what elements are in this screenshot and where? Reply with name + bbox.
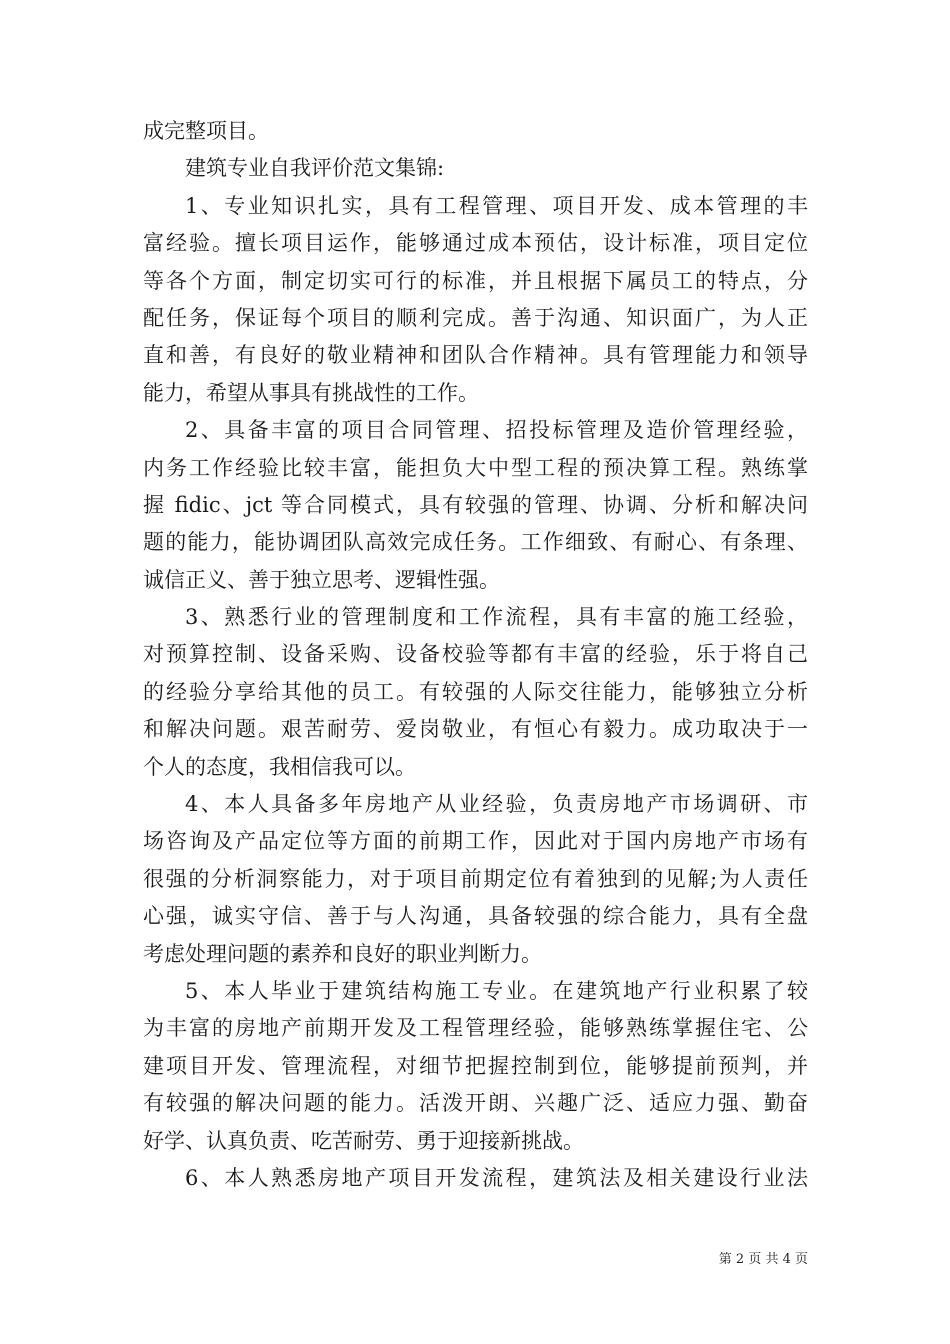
text-line: 等各个方面，制定切实可行的标准，并且根据下属员工的特点，分 bbox=[143, 268, 808, 293]
page-number-footer: 第 2 页 共 4 页 bbox=[718, 1252, 808, 1267]
text-line: 握 fidic、jct 等合同模式，具有较强的管理、协调、分析和解决问 bbox=[143, 492, 808, 517]
text-line: 有较强的解决问题的能力。活泼开朗、兴趣广泛、适应力强、勤奋 bbox=[143, 1091, 808, 1116]
document-body bbox=[143, 113, 808, 1197]
text-line: 内务工作经验比较丰富，能担负大中型工程的预决算工程。熟练掌 bbox=[143, 455, 808, 480]
text-line: 好学、认真负责、吃苦耐劳、勇于迎接新挑战。 bbox=[143, 1128, 584, 1153]
text-line: 6、本人熟悉房地产项目开发流程，建筑法及相关建设行业法 bbox=[185, 1165, 808, 1190]
text-line: 3、熟悉行业的管理制度和工作流程，具有丰富的施工经验， bbox=[185, 605, 808, 630]
text-line: 2、具备丰富的项目合同管理、招投标管理及造价管理经验， bbox=[185, 418, 808, 443]
text-line: 建筑专业自我评价范文集锦: bbox=[185, 156, 445, 181]
text-line: 配任务，保证每个项目的顺利完成。善于沟通、知识面广，为人正 bbox=[143, 305, 808, 330]
text-line: 对预算控制、设备采购、设备校验等都有丰富的经验，乐于将自己 bbox=[143, 642, 808, 667]
text-line: 建项目开发、管理流程，对细节把握控制到位，能够提前预判，并 bbox=[143, 1053, 808, 1078]
text-line: 成完整项目。 bbox=[143, 119, 269, 143]
text-line: 4、本人具备多年房地产从业经验，负责房地产市场调研、市 bbox=[185, 792, 808, 817]
text-line: 诚信正义、善于独立思考、逻辑性强。 bbox=[143, 567, 500, 592]
text-line: 和解决问题。艰苦耐劳、爱岗敬业，有恒心有毅力。成功取决于一 bbox=[143, 717, 808, 742]
text-line: 5、本人毕业于建筑结构施工专业。在建筑地产行业积累了较 bbox=[185, 978, 808, 1003]
text-line: 富经验。擅长项目运作，能够通过成本预估，设计标准，项目定位 bbox=[143, 231, 808, 256]
text-line: 心强，诚实守信、善于与人沟通，具备较强的综合能力，具有全盘 bbox=[143, 904, 808, 929]
text-line: 很强的分析洞察能力，对于项目前期定位有着独到的见解;为人责任 bbox=[143, 866, 808, 891]
text-line: 题的能力，能协调团队高效完成任务。工作细致、有耐心、有条理、 bbox=[143, 530, 808, 555]
text-line: 能力，希望从事具有挑战性的工作。 bbox=[143, 380, 479, 405]
text-line: 的经验分享给其他的员工。有较强的人际交往能力，能够独立分析 bbox=[143, 679, 808, 704]
text-line: 个人的态度，我相信我可以。 bbox=[143, 754, 416, 779]
text-line: 直和善，有良好的敬业精神和团队合作精神。具有管理能力和领导 bbox=[143, 343, 808, 368]
text-line: 为丰富的房地产前期开发及工程管理经验，能够熟练掌握住宅、公 bbox=[143, 1016, 808, 1041]
text-line: 考虑处理问题的素养和良好的职业判断力。 bbox=[143, 941, 542, 966]
text-line: 1、专业知识扎实，具有工程管理、项目开发、成本管理的丰 bbox=[185, 193, 808, 218]
text-line: 场咨询及产品定位等方面的前期工作，因此对于国内房地产市场有 bbox=[143, 829, 808, 854]
